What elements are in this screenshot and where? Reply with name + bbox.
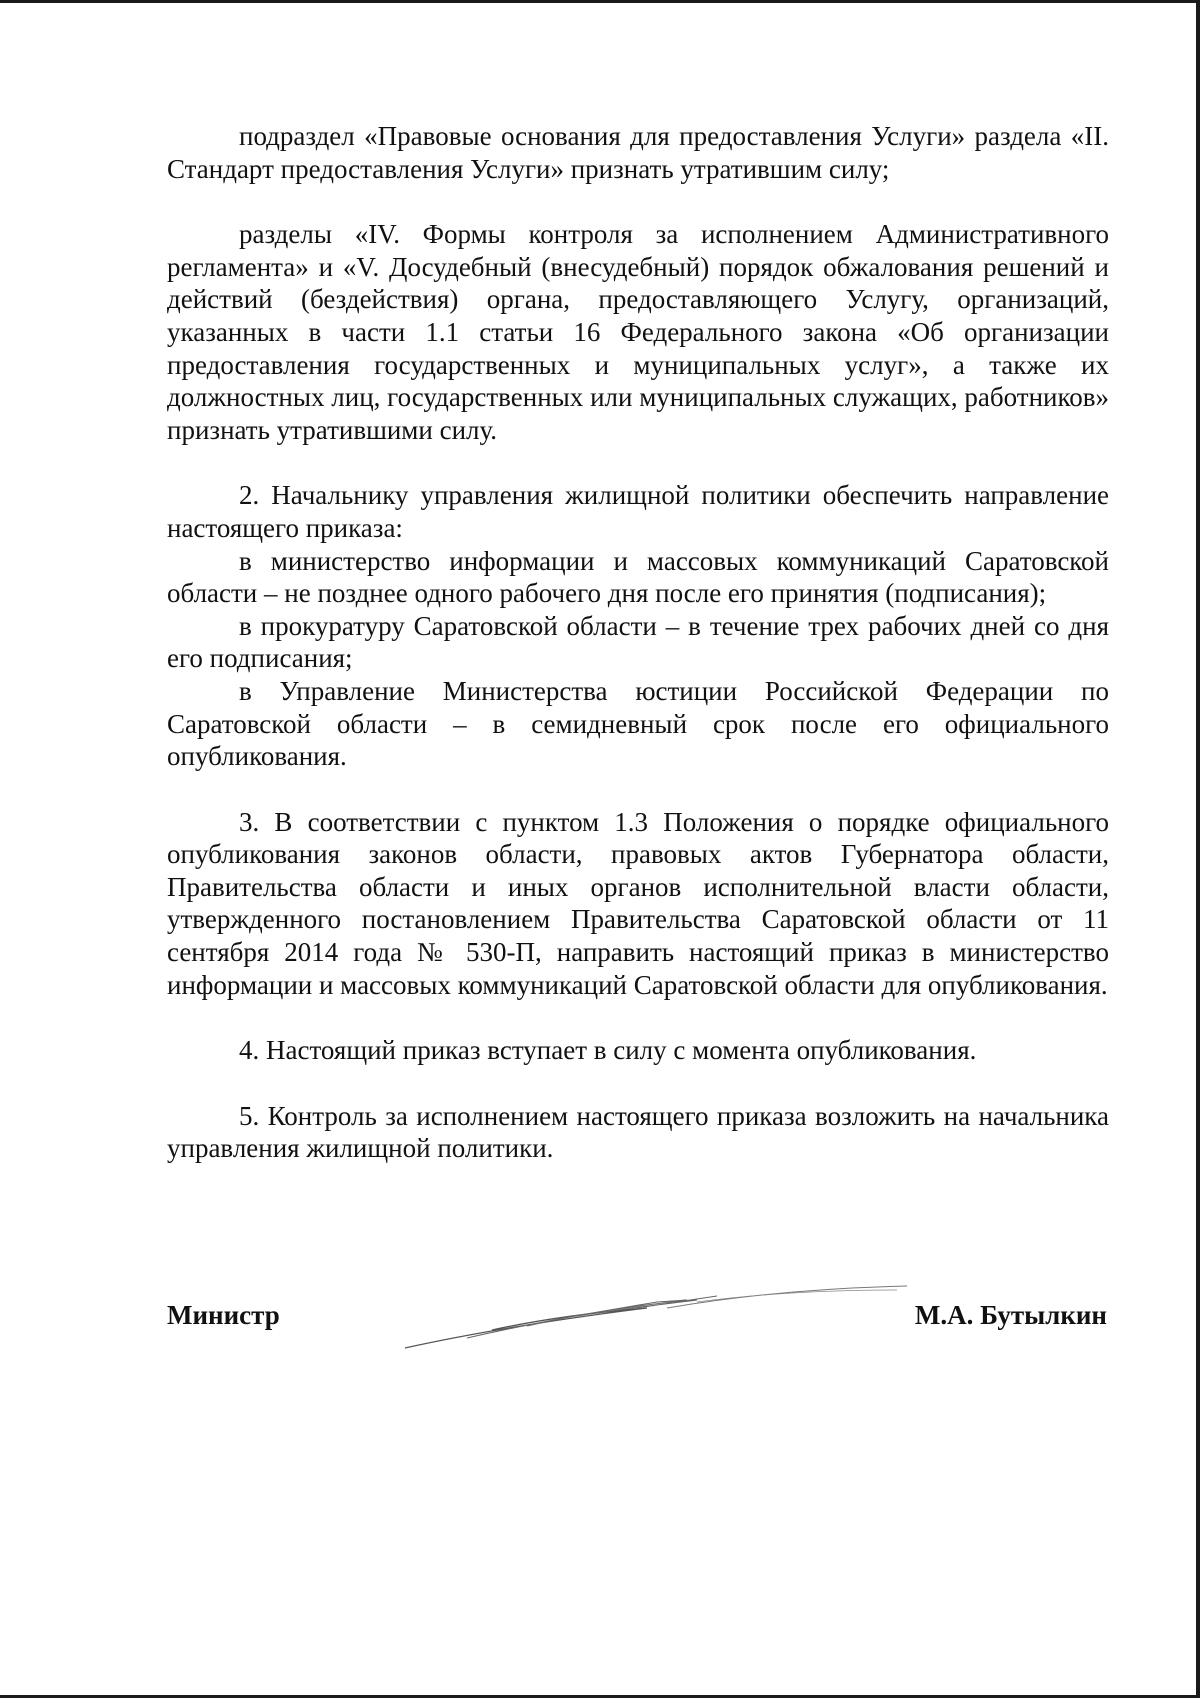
paragraph-item-4: 4. Настоящий приказ вступает в силу с момента опубликования.	[239, 1035, 977, 1066]
paragraph-item-2-justice: в Управление Министерства юстиции Российской Федерации по Саратовской области – в семидневный срок после его официального опубликования.	[167, 675, 1109, 772]
paragraph-subsection-repeal: подраздел «Правовые основания для предоставления Услуги» раздела «II. Стандарт предоставления Услуги» признать утратившим силу;	[167, 121, 1109, 184]
paragraph-sections-repeal: разделы «IV. Формы контроля за исполнением Административного регламента» и «V. Досудебный (внесудебный) порядок обжалования решений и действий (бездействия) органа, предоставляющего Услугу, организаций, указанных в части 1.1 статьи 16 Федерального закона «Об организации предоставления государственных и муниципальных услуг», а также их должностных лиц, государственных или муниципальных служащих, работников» признать утратившими силу.	[167, 219, 1109, 445]
handwritten-signature	[397, 1278, 917, 1358]
scan-edge-top	[0, 0, 1200, 3]
paragraph-item-3: 3. В соответствии с пунктом 1.3 Положения о порядке официального опубликования законов области, правовых актов Губернатора области, Правительства области и иных органов исполнительной власти области, утвержденного постановлением Правительства Саратовской области от 11 сентября 2014 года № 530-П, направить настоящий приказ в министерство информации и массовых коммуникаций Саратовской области для опубликования.	[167, 806, 1109, 1000]
scan-edge-right	[1196, 0, 1200, 1698]
paragraph-item-2-ministry: в министерство информации и массовых коммуникаций Саратовской области – не позднее одного рабочего дня после его принятия (подписания);	[167, 545, 1109, 609]
document-body	[167, 120, 1109, 1165]
paragraph-item-2: 2. Начальнику управления жилищной политики обеспечить направление настоящего приказа:	[167, 480, 1109, 543]
paragraph-item-5: 5. Контроль за исполнением настоящего приказа возложить на начальника управления жилищной политики.	[167, 1100, 1109, 1164]
signatory-name: М.А. Бутылкин	[914, 1300, 1107, 1330]
signature-block	[167, 1300, 1109, 1360]
paragraph-item-2-prosecutor: в прокуратуру Саратовской области – в течение трех рабочих дней со дня его подписания;	[167, 610, 1109, 674]
signatory-position: Министр	[167, 1300, 280, 1330]
